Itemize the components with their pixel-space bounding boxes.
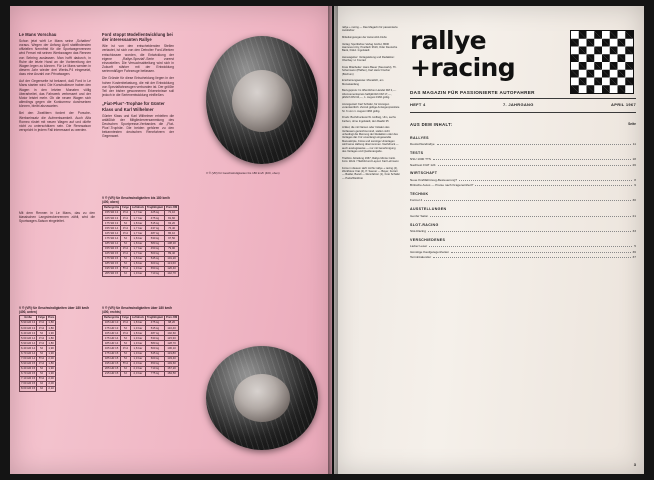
table-cell: 6.40 HR 13 [21,330,36,335]
table-cell: 7.00 HR 14 [21,356,36,361]
table-cell: 4½J [37,321,47,326]
table-cell: 5J [121,326,131,331]
spec-table-1 [102,205,179,277]
contents-entry-page: 18 [632,157,636,162]
contents-entry-label: Terminkalender [410,254,432,259]
divider [410,112,636,113]
table-cell: 5J [121,351,131,356]
left-page [10,6,332,474]
table-cell: 2,0 bar [130,371,145,376]
contents-section-title: TECHNIK [410,191,429,196]
contents-entry-page: 5 [634,244,636,249]
table-cell: 101,20 [165,256,179,261]
table-cell: 97,50 [165,236,179,241]
table-cell: 6J [121,272,131,277]
contents-section-title: AUSSTELLUNGEN [410,207,447,212]
table-cell: 4½J [121,211,131,216]
contents-section-title: VERSCHIEDENES [410,237,446,242]
table-cell: 4½J [121,231,131,236]
table-cell: 4½J [121,246,131,251]
table-cell: 710 kg [145,366,164,371]
contents-header [410,122,636,131]
contents-entry-page: 21 [632,213,636,218]
table-cell: 6J [121,366,131,371]
contents-section-title: TESTS [410,150,424,155]
table-of-contents [410,122,636,259]
table-cell: 4½J [121,226,131,231]
imprint-column [342,26,400,183]
table-cell: 155 SR 14 [103,226,121,231]
table-cell: 5J [37,371,47,376]
contents-entry-page: 11 [632,142,636,146]
highlight [206,36,318,164]
spec-table-3 [19,315,56,392]
table-cell: 1,90 [48,371,54,376]
table-cell: 530 kg [145,336,164,341]
table-cell: 515 kg [145,326,164,331]
page-gutter [328,6,338,474]
table-cell: 5½J [121,361,131,366]
table-cell: 500 kg [145,346,164,351]
spec-table-2-block [102,306,178,377]
article-body: Wie ist von den entscheidenden Stellen verlautet, ist sich von den Detroiter Ford-Werken entschlossen worden, die Entwicklung der eigene „Rallye-Spezial“-Serie vorerst einzustellen. Die Versuchsabteilung wird sich in Zukunft stärker mit der Entwicklung serienmäßiger Fahrzeuge befassen. Die Gründe für diese Entscheidung liegen in der hohen Kostenbelastung, die mit der Entwicklung von Spezialfahrzeugen verbunden ist. Der größte Teil der bisher gewonnenen Erkenntnisse soll jedoch in die Serienentwicklung einfließen. [102,44,174,98]
leader-dots [475,182,632,186]
table-row [103,371,179,376]
table-cell: 4½J [37,336,47,341]
table-cell: 437 kg [145,226,164,231]
table-cell: 600 kg [145,356,164,361]
table-cell: 1,8 bar [130,346,145,351]
issue-heft: HEFT 4 [410,102,426,107]
contents-entry-label: Neue Kraftfahrzeug-Besteuerung? [410,177,458,182]
right-page [334,6,644,474]
table-cell: 1,9 bar [130,266,145,271]
article-subhead-body: Günter Klass und Karl Wilhelmer erhielten die anläßlich der Mitgliederversammlung des Deutschen Sportpresse-Verbandes die „Fiat-Plus“-Trophäe. Die beiden gehören zu den bekanntesten deutschen Rennfahrern der Gegenwart. [102,113,174,139]
checkered-flag-icon [570,30,634,94]
table-cell: 5½J [121,266,131,271]
table-cell: 1,9 bar [130,356,145,361]
issue-jahrgang: 7. JAHRGANG [503,102,534,107]
table-cell: 185 HR 14 [103,341,121,346]
table-cell: 2,0 bar [130,366,145,371]
contents-entry[interactable] [410,228,636,233]
table-cell: 7.10 HR 15 [21,376,36,381]
table-cell: 4½J [121,321,131,326]
table-cell: 133,40 [165,356,179,361]
table-cell: 600 kg [145,261,164,266]
table-cell: 205 SR 15 [103,272,121,277]
table-cell: 1,8 bar [130,331,145,336]
table-cell: 4½J [121,331,131,336]
table-cell: 1,80 [48,335,54,340]
table-cell: 175 SR 14 [103,236,121,241]
table-cell: 98,20 [165,321,179,326]
table-cell: 93,20 [165,221,179,226]
col-header: Tragfähigkeit [146,206,164,210]
article-headline: Le Mans Vorschau [19,32,57,37]
logo-line-1: rallye [410,26,486,55]
table-cell: 119,80 [165,351,179,356]
contents-section-title: RALLYES [410,135,429,140]
table-cell: 6.40 HR 15 [21,366,36,371]
table-cell: 106,10 [165,346,179,351]
col-header: Reifengröße [104,206,120,210]
table-cell: 5J [37,331,47,336]
article-ford [102,32,174,141]
table-cell: 580 kg [145,241,164,246]
table-cell: 165 HR 13 [103,321,121,326]
contents-section-title: SLOT-RACING [410,222,439,227]
table-cell: 515 kg [145,221,164,226]
contents-entry-page: 37 [632,254,636,259]
table-cell: 500 kg [145,251,164,256]
table-cell: 5J [121,236,131,241]
contents-entry-label: Slot-Racing [410,229,426,234]
table-cell: 185 SR 15 [103,261,121,266]
article-body: Schon jetzt wirft Le Mans seine „Schatten“ voraus. Wegen der Anfang April stattfindenden offiziellen Nennfrist für die Sportwagenrennen wird Ferrari mit seinen Werkswagen das Rennen von Sebring auslassen. Man hofft dadurch, in Ruhe die letzte Hand an die Vorbereitung der Wagen legen zu können. Für Le Mans werden in diesem Jahr wieder drei Werks-P4 eingesetzt, dazu eine Anzahl von Privatwagen. Auf der Gegenseite ist bekannt, daß Ford in Le Mans starten wird. Die Konstrukteure haben den Wagen in den letzten Monaten völlig überarbeitet, das Fahrwerk verbessert und der Motor leistet mehr. Ob die neuen Wagen sich allerdings gegen die Konkurrenz durchsetzen können, bleibt abzuwarten. Bei den Zweilitern fordert der Porsche-Werkseinsatz die Aufmerksamkeit. Auch Alfa Romeo rüstet mit neuen Wagen auf und dürfte nicht zu unterschätzen sein. Die Rennsaison verspricht in jedem Fall interessant zu werden. [19,38,91,133]
table-cell: 475 kg [145,321,164,326]
col-header: Felge [122,316,129,320]
table-cell: 545 kg [145,256,164,261]
table-cell: 1,90 [48,345,54,350]
contents-entry[interactable] [410,162,636,167]
table-cell: 1,7 bar [130,211,145,216]
leader-dots [428,228,631,232]
table-cell: 1,9 bar [130,326,145,331]
table-cell: 79,90 [165,246,179,251]
table-cell: 102,60 [165,331,179,336]
article-headline: Ford stoppt Modellentwicklung bei der interessanten Rallye [102,32,173,43]
contents-title: AUS DEM INHALT: [410,122,453,127]
col-header: Preis DM [166,316,178,320]
table-cell: 5.90 HR 15 [21,361,36,366]
table-cell: 2,00 [48,381,54,386]
table-cell: 6J [37,382,47,387]
table-cell: 710 kg [145,272,164,277]
table-cell: 5J [37,351,47,356]
table-cell: 165 SR 13 [103,216,121,221]
table-cell: 185 HR 15 [103,356,121,361]
leader-dots [438,162,631,166]
table-cell: 1,80 [48,361,54,366]
contents-entry-label: Deutschlandrallye [410,142,435,146]
table-cell: 165 HR 15 [103,346,121,351]
table-cell: 165 HR 14 [103,331,121,336]
issue-date: APRIL 1967 [611,102,636,107]
col-header: Preis [47,316,55,320]
table-cell: 113,60 [165,261,179,266]
table-cell: 86,10 [165,231,179,236]
table-caption: V ® (VR) für Geschwindigkeiten bis 180 km/h (400, oben) [102,196,170,204]
col-header: Felge [122,206,129,210]
col-header: Felge [38,316,45,320]
table-cell: 1,80 [48,340,54,345]
contents-entry[interactable] [410,197,636,202]
table-cell: 1,8 bar [130,261,145,266]
table-cell: 1,8 bar [130,221,145,226]
contents-entry-page: 33 [632,229,636,234]
table-cell: 5J [37,366,47,371]
table-cell: 4½J [37,326,47,331]
table-caption: V ® (VR) für Geschwindigkeiten über 180 km/h (400, unten) [19,306,90,314]
article-body-continued: Mit dem Rennen in Le Mans, das zu den klassischen Langstreckenrennen zählt, wird die Sportwagen-Saison eingeleitet. [19,211,95,224]
table-cell: 165 SR 14 [103,231,121,236]
table-cell: 6.70 HR 15 [21,371,36,376]
table-cell: 1,80 [48,325,54,330]
table-cell: 1,7 bar [130,246,145,251]
table-cell: 5.60 HR 14 [21,335,36,340]
contents-list [410,136,636,260]
col-header: Luftdruck [131,206,144,210]
issue-line [410,102,636,107]
table-cell: 205 HR 15 [103,366,121,371]
table-cell: 149,60 [165,361,179,366]
table-cell: 580 kg [145,341,164,346]
contents-entry-label: Britische Autos — Preise nach Krageneinheit? [410,183,474,188]
contents-entry-label: Nachtest FIAT 124 [410,162,436,167]
table-cell: 1,9 bar [130,341,145,346]
table-cell: 5J [121,341,131,346]
table-cell: 142,70 [165,272,179,277]
table-cell: 487 kg [145,231,164,236]
table-cell: 115,30 [165,336,179,341]
table-cell: 126,40 [165,266,179,271]
table-cell: 487 kg [145,331,164,336]
leader-dots [429,243,632,247]
table-cell: 110,40 [165,326,179,331]
spec-table-1-block [102,196,178,277]
table-cell: 4½J [121,251,131,256]
table-cell: 4½J [37,361,47,366]
table-cell: 5J [121,221,131,226]
table-cell: 184,50 [165,371,179,376]
table-row [20,387,56,392]
spec-table-3-wrap [19,306,93,392]
table-cell: 475 kg [145,216,164,221]
table-cell: 6J [37,387,47,392]
table-cell: 1,9 bar [130,351,145,356]
leader-dots [433,156,631,160]
contents-page-col-label: Seite [628,122,636,126]
table-cell: 1,9 bar [130,336,145,341]
table-cell: 425 kg [145,211,164,216]
table-cell: 195 SR 15 [103,266,121,271]
table-cell: 6.40 HR 14 [21,345,36,350]
article-subhead: „Fiat-Plus“-Trophäe für Günter Klass und Karl Wilhelmer [102,101,165,112]
tyre-photo-top [206,36,318,164]
table-cell: 1,8 bar [130,256,145,261]
contents-entry-page: 9 [634,183,636,188]
leader-dots [430,213,630,217]
table-cell: 775 kg [145,371,164,376]
contents-entry[interactable] [410,141,636,146]
table-cell: 5.90 HR 13 [21,320,36,325]
table-cell: 6J [121,371,131,376]
col-header: Luftdruck [131,316,144,320]
table-cell: 8.00 HR 15 [21,386,36,391]
table-cell: 1,90 [48,350,54,355]
table-cell: 81,60 [165,216,179,221]
table-cell: 1,7 bar [130,216,145,221]
divider [410,98,636,99]
table-cell: 5J [121,256,131,261]
contents-entry-label: Günstige Kaufgelegenheiten [410,249,450,254]
table-cell: 175 HR 14 [103,336,121,341]
table-cell: 1,8 bar [130,241,145,246]
tyre-caption-top: V ® (VR) für Geschwindigkeiten bis 180 km/h (400, oben) [206,171,280,175]
table-cell: 1,7 bar [130,226,145,231]
table-cell: 167,20 [165,366,179,371]
contents-entry-page: 26 [632,162,636,167]
table-cell: 1,7 bar [130,231,145,236]
col-header: Reifengröße [104,316,120,320]
spec-table-2 [102,315,179,377]
table-cell: 2,10 [48,386,54,391]
page-number: 3 [633,462,636,467]
tyre-photo-bottom [206,346,318,450]
contents-entry-page: 30 [632,198,636,203]
table-cell: 185 SR 14 [103,241,121,246]
col-header: Größe [20,316,37,321]
table-cell: 5J [121,336,131,341]
table-cell: 5.90 HR 14 [21,340,36,345]
table-cell: 7.60 HR 15 [21,381,36,386]
logo-racing: racing [430,53,516,82]
contents-section-title: WIRTSCHAFT [410,171,438,176]
table-cell: 165 SR 15 [103,251,121,256]
table-cell: 5J [37,346,47,351]
table-cell: 5½J [37,376,47,381]
table-cell: 155 SR 13 [103,211,121,216]
leader-dots [433,254,630,258]
contents-entry-label: Lieber Leser [410,244,428,249]
table-cell: 4½J [121,346,131,351]
table-cell: 5½J [37,356,47,361]
table-cell: 2,00 [48,376,54,381]
logo-plus: + [410,53,431,82]
col-header: Preis DM [166,206,178,210]
contents-entry-label: Formel 4 [410,198,423,203]
table-caption: V ® (VR) für Geschwindigkeiten über 180 km/h (400, rechts) [102,306,173,314]
highlight [206,346,318,450]
table-row [103,272,179,277]
contents-entry[interactable] [410,213,636,218]
masthead [410,28,636,80]
contents-entry[interactable] [410,182,636,187]
table-cell: 89,40 [165,251,179,256]
col-header: Tragfähigkeit [146,316,164,320]
table-cell: 1,90 [48,330,54,335]
table-cell: 4½J [37,341,47,346]
imprint-text: rallye + racing — Das Magazin für passionierte Autofahrer Mitteilungsorgan der Automobil-Clubs Verlag: Sportfahrer-Verlag GmbH, 8000 Hannover-City, Postfach 3619, Oder Deutsche Bank, Fiduz. Ingolstadt Herausgeber: Verlagsleitung und Redaktion: Oberbay. H. Konrad Freie Mitarbeiter: Hans Bauer (Neumarkt), Th. Schermann (Pfaffen), Karl Heinz Fischer (Bochum) Erscheinungsweise: Monatlich, am Monatsanfang Bezugspreis: Im öffentlichen Handel DM 3,—. Abonnementspreis halbjährlich DM 17,—, jährlich DM 34,—, 1. August 1966 gültig. Anzeigenteil: Karl Schäfer, für Anzeigen verantwortlich. Zurzeit gültige Anzeigenpreisliste Nr. 6 vom 1. August 1966 gültig. Druck: Buchdruckerei W. Hoffarg, Ulm, sechs Farben, ohne Ingolstadt, den Raabit 35 Artikel, die mit Namen oder Initialen des Verfassers gezeichnet sind, stellen nicht unbedingt die Meinung der Redaktion oder des Verlages dar. Für unverlangt eingesandte Manuskripte, Fotos und sonstige Unterlagen wird keine Haftung übernommen. Nachdruck — auch auszugsweise — nur mit Genehmigung des Verlages und Quellenangabe. Titelfoto: Abteilung 1967, Rallye Monte Carlo. Foto: Werk / Titelbild und Layout: Karl Lehmann Fotos in diesem Heft: Archiv rallye + racing (4), Werkfotos: Fiat (4), P. Sauner — Bayer, Ferrari — Balder, Bandi — Rennfahrer (1), Foto Schäfer — Paris/Werkfoto [342,26,400,180]
contents-entry-label: NSU 1000 TTS [410,157,431,162]
table-cell: 128,70 [165,341,179,346]
tagline: DAS MAGAZIN FÜR PASSIONIERTE AUTOFAHRER [410,90,535,95]
table-cell: 175 HR 13 [103,326,121,331]
table-cell: 76,40 [165,226,179,231]
page-spread [10,6,644,474]
leader-dots [459,177,632,181]
table-cell: 215 HR 15 [103,371,121,376]
table-cell: 175 SR 15 [103,256,121,261]
table-cell: 5J [121,241,131,246]
table-cell: 175 SR 13 [103,221,121,226]
table-cell: 5J [121,356,131,361]
table-cell: 108,30 [165,241,179,246]
table-cell: 650 kg [145,361,164,366]
table-cell: 2,00 [48,356,54,361]
table-cell: 6.70 HR 14 [21,350,36,355]
table-cell: 5J [121,261,131,266]
table-cell: 155 SR 15 [103,246,121,251]
table-cell: 1,8 bar [130,236,145,241]
leader-dots [437,141,631,145]
spec-table-1-wrap [19,211,95,226]
table-cell: 530 kg [145,236,164,241]
table-cell: 1,9 bar [130,272,145,277]
contents-entry[interactable] [410,254,636,259]
table-cell: 72,10 [165,211,179,216]
table-cell: 195 HR 15 [103,361,121,366]
table-cell: 2,0 bar [130,361,145,366]
contents-entry-page: 36 [632,249,636,254]
article-le-mans [19,32,91,135]
contents-entry-label: Genfer Salon [410,213,429,218]
leader-dots [424,197,630,201]
table-cell: 175 HR 15 [103,351,121,356]
table-cell: 650 kg [145,266,164,271]
table-cell: 4½J [121,216,131,221]
table-cell: 450 kg [145,246,164,251]
table-cell: 1,90 [48,366,54,371]
table-cell: 545 kg [145,351,164,356]
table-cell: 6.00 HR 13 [21,325,36,330]
table-cell: 1,80 [48,320,54,325]
leader-dots [451,249,631,253]
contents-entry-page: 8 [634,177,636,182]
table-cell: 1,8 bar [130,321,145,326]
table-cell: 1,7 bar [130,251,145,256]
